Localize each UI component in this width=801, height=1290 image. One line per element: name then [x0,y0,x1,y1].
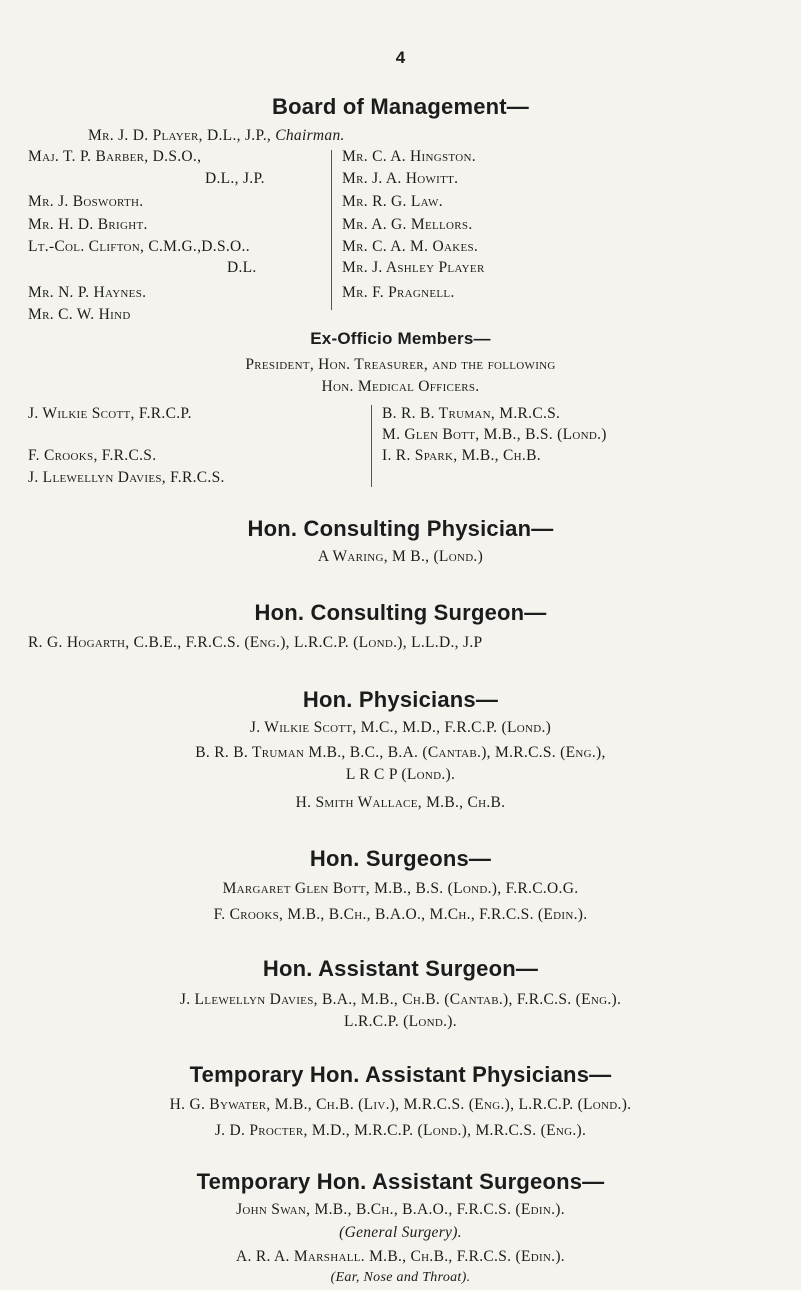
ex-officio-intro: Hon. Medical Officers. [321,378,480,395]
surgeons-heading: Hon. Surgeons— [309,846,492,871]
assistant-surgeon-entry: L.R.C.P. (Lond.). [344,1013,457,1030]
ex-officio-heading: Ex-Officio Members— [310,329,491,348]
page-number: 4 [395,48,406,67]
board-chairman [88,127,345,145]
physician-entry: J. Wilkie Scott, M.C., M.D., F.R.C.P. (Lond.) [249,719,552,736]
consulting-surgeon-heading: Hon. Consulting Surgeon— [254,600,547,625]
assistant-surgeon-entry: J. Llewellyn Davies, B.A., M.B., Ch.B. (Cantab.), F.R.C.S. (Eng.). [179,991,622,1008]
board-member: Lt.-Col. Clifton, C.M.G.,D.S.O.. [28,238,250,255]
ex-officio-intro: President, Hon. Treasurer, and the following [245,356,556,373]
chairman-name: Mr. J. D. Player, D.L., J.P., [88,127,272,144]
consulting-physician-heading: Hon. Consulting Physician— [247,516,554,541]
board-member: Mr. C. A. Hingston. [342,148,476,165]
temp-surgeon-specialty: (Ear, Nose and Throat). [330,1270,471,1285]
temp-physicians-heading: Temporary Hon. Assistant Physicians— [189,1062,612,1087]
board-member: Mr. R. G. Law. [342,193,443,210]
physicians-heading: Hon. Physicians— [302,687,499,712]
chairman-role: Chairman. [275,127,345,144]
board-member: Mr. C. W. Hind [28,306,131,323]
board-member: Mr. H. D. Bright. [28,216,148,233]
board-member: Mr. A. G. Mellors. [342,216,473,233]
consulting-physician-entry: A Waring, M B., (Lond.) [317,548,484,565]
board-member: Mr. C. A. M. Oakes. [342,238,479,255]
ex-officio-member: I. R. Spark, M.B., Ch.B. [382,447,541,464]
ex-officio-member: J. Llewellyn Davies, F.R.C.S. [28,469,225,486]
board-member: Mr. J. A. Howitt. [342,170,459,187]
board-member: Maj. T. P. Barber, D.S.O., [28,148,202,165]
temp-physician-entry: J. D. Procter, M.D., M.R.C.P. (Lond.), M.R.C.S. (Eng.). [214,1122,587,1139]
assistant-surgeon-heading: Hon. Assistant Surgeon— [262,956,539,981]
temp-surgeons-heading: Temporary Hon. Assistant Surgeons— [196,1169,605,1194]
physician-entry: L R C P (Lond.). [345,766,456,783]
column-divider [331,150,332,310]
column-divider [371,405,372,487]
physician-entry: H. Smith Wallace, M.B., Ch.B. [295,794,506,811]
board-member: Mr. N. P. Haynes. [28,284,147,301]
board-member: Mr. J. Bosworth. [28,193,144,210]
temp-surgeon-entry: John Swan, M.B., B.Ch., B.A.O., F.R.C.S. (Edin.). [236,1201,565,1218]
temp-surgeon-specialty: (General Surgery). [339,1224,462,1241]
board-member: Mr. J. Ashley Player [342,259,485,276]
surgeon-entry: Margaret Glen Bott, M.B., B.S. (Lond.), F.R.C.O.G. [222,880,579,897]
ex-officio-member: M. Glen Bott, M.B., B.S. (Lond.) [382,426,607,443]
board-member: Mr. F. Pragnell. [342,284,455,301]
surgeon-entry: F. Crooks, M.B., B.Ch., B.A.O., M.Ch., F.R.C.S. (Edin.). [213,906,588,923]
ex-officio-member: B. R. B. Truman, M.R.C.S. [382,405,561,422]
board-heading: Board of Management— [271,94,530,119]
ex-officio-member: J. Wilkie Scott, F.R.C.P. [28,405,192,422]
ex-officio-member: F. Crooks, F.R.C.S. [28,447,157,464]
consulting-surgeon-entry: R. G. Hogarth, C.B.E., F.R.C.S. (Eng.), L.R.C.P. (Lond.), L.L.D., J.P [28,634,483,651]
physician-entry: B. R. B. Truman M.B., B.C., B.A. (Cantab.), M.R.C.S. (Eng.), [195,744,606,761]
board-member: D.L., J.P. [205,170,265,187]
temp-surgeon-entry: A. R. A. Marshall. M.B., Ch.B., F.R.C.S. (Edin.). [236,1248,565,1265]
board-member: D.L. [227,259,257,276]
temp-physician-entry: H. G. Bywater, M.B., Ch.B. (Liv.), M.R.C.S. (Eng.), L.R.C.P. (Lond.). [169,1096,632,1113]
